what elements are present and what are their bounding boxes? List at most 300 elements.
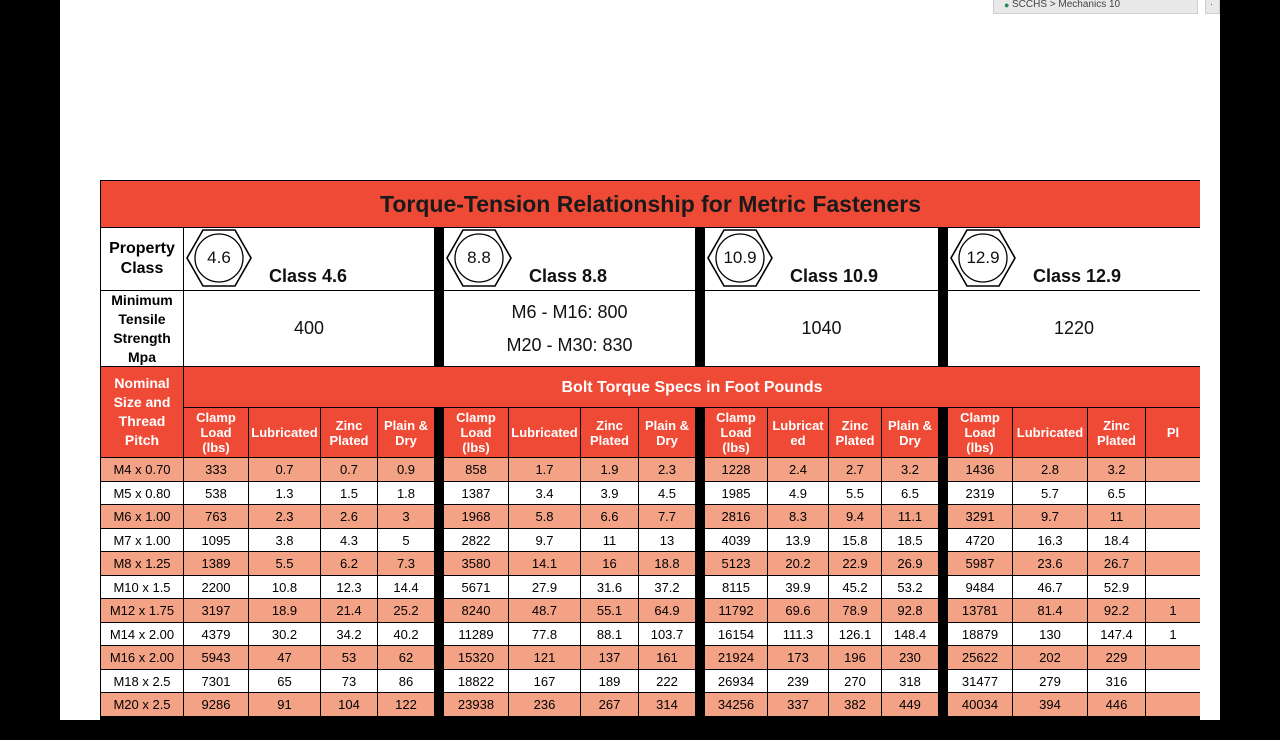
class-name: Class 10.9 <box>790 266 879 286</box>
row-value-text: 189 <box>598 673 621 689</box>
row-value <box>509 552 580 575</box>
row-value <box>321 646 377 669</box>
row-value <box>829 576 881 598</box>
row-value <box>509 693 580 716</box>
row-value-text: 538 <box>205 485 227 501</box>
column-header <box>882 408 938 457</box>
row-value <box>829 599 881 622</box>
row-value <box>321 576 377 598</box>
row-value-text: 446 <box>1105 697 1128 712</box>
column-header <box>705 408 767 457</box>
row-value-text: 3580 <box>461 556 491 571</box>
row-value <box>948 693 1012 716</box>
column-header <box>1146 408 1200 457</box>
row-value <box>249 482 320 504</box>
row-value-text: 77.8 <box>531 626 558 642</box>
row-value-text: 314 <box>656 697 678 712</box>
row-size <box>101 482 183 504</box>
row-value-text: 202 <box>1039 650 1061 665</box>
tensile-value-text: M20 - M30: 830 <box>506 334 633 355</box>
row-value <box>321 458 377 481</box>
class-name: Class 12.9 <box>1033 266 1122 286</box>
row-value-text: 18879 <box>961 626 999 642</box>
row-value <box>768 693 828 716</box>
column-header <box>321 408 377 457</box>
row-value <box>444 576 508 598</box>
row-value-text: 30.2 <box>271 626 298 642</box>
row-value-text: 9.7 <box>535 532 554 548</box>
row-value-text: 16154 <box>717 626 755 642</box>
row-value <box>829 552 881 575</box>
row-value <box>948 623 1012 645</box>
row-value <box>705 552 767 575</box>
row-value-text: 48.7 <box>531 603 558 618</box>
row-value-text: 8240 <box>461 603 491 618</box>
row-value-text: 31.6 <box>596 579 623 595</box>
row-value-text: 267 <box>598 697 621 712</box>
row-value <box>1088 552 1145 575</box>
row-value <box>378 552 434 575</box>
tensile-value-text: 1040 <box>801 318 842 338</box>
row-value-text: 14.4 <box>393 579 419 595</box>
row-value-text: 122 <box>395 697 417 712</box>
row-value-text: 18822 <box>457 673 495 689</box>
row-value-text: 18.9 <box>271 603 298 618</box>
row-value <box>639 599 695 622</box>
row-value-text: 8.3 <box>788 509 808 524</box>
row-size-text: M12 x 1.75 <box>109 603 175 618</box>
row-value-text: 230 <box>899 650 921 665</box>
table-title <box>101 181 1200 227</box>
row-size <box>101 670 183 692</box>
row-value-text: 173 <box>787 650 809 665</box>
row-size-text: M7 x 1.00 <box>113 532 171 548</box>
row-value-text: 104 <box>338 697 360 712</box>
row-value <box>581 693 638 716</box>
row-value <box>705 482 767 504</box>
row-value <box>184 693 248 716</box>
row-value-text: 6.5 <box>900 485 920 501</box>
row-value-text: 1436 <box>965 462 995 477</box>
tensile-strength-label <box>101 291 183 366</box>
row-value <box>705 646 767 669</box>
column-header <box>768 408 828 457</box>
row-value-text: 53 <box>341 650 357 665</box>
row-value-text: 229 <box>1105 650 1128 665</box>
row-value <box>1146 623 1200 645</box>
row-value <box>321 482 377 504</box>
row-value-text: 4039 <box>721 532 751 548</box>
row-value <box>1013 646 1087 669</box>
row-value <box>184 576 248 598</box>
row-value <box>768 505 828 528</box>
row-value-text: 14.1 <box>531 556 558 571</box>
row-value <box>184 599 248 622</box>
row-value-text: 64.9 <box>654 603 680 618</box>
row-value <box>249 599 320 622</box>
row-value <box>581 670 638 692</box>
row-value-text: 2.3 <box>275 509 294 524</box>
row-value <box>829 505 881 528</box>
row-value-text: 39.9 <box>785 579 811 595</box>
row-value-text: 5943 <box>201 650 231 665</box>
column-header-text: Clamp Load (lbs) <box>456 410 496 455</box>
row-value <box>705 599 767 622</box>
row-value-text: 1.7 <box>535 462 554 477</box>
row-value-text: 5 <box>402 532 410 548</box>
row-value <box>768 599 828 622</box>
row-value-text: 2.3 <box>657 462 677 477</box>
row-value <box>639 552 695 575</box>
row-value-text: 858 <box>465 462 487 477</box>
row-value-text: 10.8 <box>271 579 298 595</box>
row-size <box>101 599 183 622</box>
row-value <box>639 482 695 504</box>
row-value <box>768 529 828 551</box>
row-value-text: 6.2 <box>339 556 359 571</box>
row-value <box>378 458 434 481</box>
row-value-text: 13 <box>659 532 675 548</box>
row-value <box>1088 646 1145 669</box>
row-value <box>444 482 508 504</box>
row-size-text: M4 x 0.70 <box>113 462 171 477</box>
row-value <box>581 646 638 669</box>
row-value-text: 5123 <box>721 556 751 571</box>
row-value-text: 46.7 <box>1037 579 1063 595</box>
row-value <box>581 529 638 551</box>
tensile-value-1 <box>444 291 695 366</box>
row-size <box>101 458 183 481</box>
row-value <box>509 599 580 622</box>
row-value-text: 9286 <box>201 697 231 712</box>
row-value <box>581 623 638 645</box>
row-value-text: 31477 <box>961 673 999 689</box>
column-header-text: Lubricat ed <box>772 417 824 448</box>
row-value <box>184 482 248 504</box>
row-value-text: 81.4 <box>1037 603 1063 618</box>
row-value-text: 3.8 <box>275 532 294 548</box>
row-value-text: 15320 <box>457 650 495 665</box>
row-value-text: 62 <box>398 650 414 665</box>
row-value-text: 4.5 <box>657 485 677 501</box>
row-value <box>829 482 881 504</box>
column-header-text: Clamp Load (lbs) <box>196 410 236 455</box>
row-value-text: 137 <box>598 650 621 665</box>
tensile-value-text: 1220 <box>1053 318 1095 338</box>
row-value <box>829 670 881 692</box>
row-value-text: 2.8 <box>1040 462 1060 477</box>
row-value <box>705 505 767 528</box>
class-name: Class 4.6 <box>269 266 348 286</box>
row-value <box>444 552 508 575</box>
row-value-text: 4.3 <box>339 532 359 548</box>
class-badge: 4.6 <box>207 248 231 267</box>
row-value-text: 21924 <box>717 650 755 665</box>
nominal-size-label-text: Nominal Size and Thread Pitch <box>113 375 171 448</box>
row-value-text: 449 <box>899 697 921 712</box>
row-size <box>101 576 183 598</box>
table-title-text: Torque-Tension Relationship for Metric Fasteners <box>380 190 921 217</box>
row-value-text: 23938 <box>457 697 495 712</box>
row-value <box>509 482 580 504</box>
row-value <box>705 458 767 481</box>
row-value-text: 2.6 <box>339 509 359 524</box>
row-value-text: 5.8 <box>535 509 554 524</box>
row-value-text: 5.5 <box>845 485 865 501</box>
row-size-text: M10 x 1.5 <box>113 579 171 595</box>
column-header-text: Zinc Plated <box>835 417 875 448</box>
row-value-text: 4720 <box>965 532 995 548</box>
class-header-0 <box>184 228 434 290</box>
row-size-text: M6 x 1.00 <box>113 509 171 524</box>
column-header-text: Zinc Plated <box>329 417 369 448</box>
tensile-value-text: M6 - M16: 800 <box>511 301 628 322</box>
row-value <box>1088 693 1145 716</box>
row-value-text: 4.9 <box>788 485 808 501</box>
row-size-text: M5 x 0.80 <box>113 485 171 501</box>
row-value <box>249 576 320 598</box>
row-value-text: 1985 <box>721 485 751 501</box>
column-header-text: Lubricated <box>251 425 318 440</box>
row-value <box>705 693 767 716</box>
row-value <box>378 623 434 645</box>
row-value <box>509 529 580 551</box>
row-value <box>444 693 508 716</box>
row-value-text: 9.7 <box>1040 509 1060 524</box>
row-value-text: 34.2 <box>336 626 362 642</box>
row-value-text: 12.3 <box>336 579 362 595</box>
row-value <box>378 670 434 692</box>
row-value <box>321 623 377 645</box>
row-value-text: 3.2 <box>900 462 920 477</box>
row-value-text: 316 <box>1105 673 1128 689</box>
row-value <box>581 599 638 622</box>
browser-tab[interactable] <box>993 0 1198 14</box>
row-value <box>378 505 434 528</box>
row-value <box>378 646 434 669</box>
row-value-text: 161 <box>656 650 678 665</box>
row-value-text: 0.7 <box>339 462 359 477</box>
row-value <box>829 646 881 669</box>
row-value-text: 2.7 <box>845 462 865 477</box>
row-value <box>1013 623 1087 645</box>
row-value <box>581 505 638 528</box>
torque-table <box>100 180 1200 740</box>
row-size-text: M14 x 2.00 <box>109 626 175 642</box>
nominal-size-label <box>101 367 183 457</box>
column-header-text: Clamp Load (lbs) <box>960 410 1000 455</box>
class-badge: 8.8 <box>467 248 491 267</box>
row-value <box>444 623 508 645</box>
row-size <box>101 693 183 716</box>
row-value <box>829 458 881 481</box>
row-value <box>509 505 580 528</box>
row-value <box>1013 599 1087 622</box>
row-value-text: 16 <box>602 556 617 571</box>
row-size-text: M16 x 2.00 <box>109 650 175 665</box>
row-value-text: 13781 <box>961 603 999 618</box>
row-value-text: 5.7 <box>1040 485 1060 501</box>
row-value <box>639 646 695 669</box>
row-value <box>249 505 320 528</box>
row-size-text: M20 x 2.5 <box>113 697 171 712</box>
row-value <box>249 458 320 481</box>
row-value-text: 1387 <box>461 485 491 501</box>
row-value <box>1146 693 1200 716</box>
row-value <box>581 458 638 481</box>
row-value-text: 3 <box>402 509 410 524</box>
property-class-label-text: Property Class <box>109 240 175 277</box>
row-value-text: 318 <box>899 673 921 689</box>
column-header-text: Plain & Dry <box>383 417 429 448</box>
row-value <box>444 529 508 551</box>
row-value-text: 2.4 <box>788 462 808 477</box>
row-value <box>948 529 1012 551</box>
column-header <box>948 408 1012 457</box>
class-header-3 <box>948 228 1200 290</box>
row-value <box>768 623 828 645</box>
row-value <box>509 646 580 669</box>
row-value-text: 1228 <box>721 462 751 477</box>
row-value <box>1088 623 1145 645</box>
row-value <box>444 599 508 622</box>
row-value <box>1146 576 1200 598</box>
row-value-text: 6.5 <box>1107 485 1126 501</box>
row-value-text: 11.1 <box>897 509 923 524</box>
row-value-text: 23.6 <box>1037 556 1063 571</box>
row-value-text: 11792 <box>718 603 754 618</box>
row-value-text: 45.2 <box>842 579 868 595</box>
row-value-text: 3.4 <box>535 485 554 501</box>
row-value <box>882 623 938 645</box>
column-header-text: Lubricated <box>1016 425 1084 440</box>
browser-tab-overflow[interactable]: · <box>1205 0 1220 14</box>
row-value <box>1088 576 1145 598</box>
row-value <box>1013 482 1087 504</box>
row-value <box>639 576 695 598</box>
row-value <box>378 482 434 504</box>
row-value <box>444 458 508 481</box>
column-header-text: Clamp Load (lbs) <box>716 410 756 455</box>
column-header <box>829 408 881 457</box>
row-value <box>249 623 320 645</box>
row-value <box>1088 599 1145 622</box>
row-value-text: 3.9 <box>600 485 619 501</box>
row-value-text: 26.9 <box>897 556 923 571</box>
column-header <box>249 408 320 457</box>
row-value <box>639 505 695 528</box>
row-value <box>639 623 695 645</box>
row-value <box>1146 646 1200 669</box>
torque-specs-header <box>184 367 1200 407</box>
row-value <box>768 552 828 575</box>
row-value-text: 91 <box>277 697 292 712</box>
tensile-strength-label-text: Minimum Tensile Strength Mpa <box>111 291 173 365</box>
column-header-text: Zinc Plated <box>589 417 629 448</box>
row-value-text: 7.7 <box>657 509 677 524</box>
row-value-text: 5.5 <box>275 556 294 571</box>
row-value <box>705 670 767 692</box>
row-value-text: 53.2 <box>897 579 923 595</box>
row-value <box>321 693 377 716</box>
row-value-text: 88.1 <box>596 626 623 642</box>
row-value <box>509 670 580 692</box>
row-value-text: 763 <box>205 509 227 524</box>
row-value-text: 148.4 <box>893 626 927 642</box>
row-value <box>249 552 320 575</box>
row-value-text: 40.2 <box>393 626 419 642</box>
row-value <box>509 458 580 481</box>
row-value <box>882 599 938 622</box>
row-value-text: 3291 <box>965 509 995 524</box>
row-value-text: 3197 <box>201 603 231 618</box>
property-class-label <box>101 228 183 290</box>
row-value-text: 15.8 <box>842 532 868 548</box>
column-header <box>1088 408 1145 457</box>
browser-tab-label: SCCHS > Mechanics 10 <box>1012 0 1121 10</box>
row-value-text: 167 <box>533 673 556 689</box>
row-value-text: 4379 <box>201 626 231 642</box>
row-value <box>882 552 938 575</box>
row-value <box>639 693 695 716</box>
row-value-text: 2200 <box>201 579 231 595</box>
row-value <box>768 670 828 692</box>
row-value-text: 11 <box>602 532 617 548</box>
row-value <box>581 482 638 504</box>
row-value <box>948 670 1012 692</box>
row-value-text: 92.2 <box>1103 603 1130 618</box>
row-value-text: 8115 <box>722 579 750 595</box>
row-value-text: 1 <box>1169 603 1177 618</box>
row-value <box>1146 482 1200 504</box>
tensile-value-0 <box>184 291 434 366</box>
row-size <box>101 646 183 669</box>
row-value-text: 1.3 <box>275 485 294 501</box>
row-value <box>639 670 695 692</box>
row-value-text: 11289 <box>458 626 494 642</box>
row-value-text: 92.8 <box>897 603 923 618</box>
row-value-text: 11 <box>1109 509 1124 524</box>
column-header-text: Pl <box>1166 425 1180 440</box>
tensile-value-2 <box>705 291 938 366</box>
row-value <box>882 576 938 598</box>
row-value-text: 65 <box>277 673 292 689</box>
row-value-text: 222 <box>656 673 678 689</box>
row-value-text: 2816 <box>721 509 751 524</box>
row-value-text: 25622 <box>961 650 999 665</box>
class-header-2 <box>705 228 938 290</box>
row-value-text: 16.3 <box>1037 532 1063 548</box>
row-value <box>1013 670 1087 692</box>
row-value-text: 69.6 <box>785 603 811 618</box>
row-value <box>1013 505 1087 528</box>
row-value <box>829 529 881 551</box>
row-value-text: 55.1 <box>596 603 623 618</box>
row-value <box>184 529 248 551</box>
row-value <box>768 646 828 669</box>
row-value-text: 18.8 <box>654 556 680 571</box>
row-value <box>378 693 434 716</box>
row-value <box>249 646 320 669</box>
row-value <box>948 552 1012 575</box>
row-value <box>948 646 1012 669</box>
class-badge: 12.9 <box>966 248 1000 267</box>
row-value-text: 21.4 <box>336 603 362 618</box>
row-value-text: 18.4 <box>1103 532 1130 548</box>
row-value <box>1088 529 1145 551</box>
row-value <box>184 646 248 669</box>
row-size <box>101 552 183 575</box>
